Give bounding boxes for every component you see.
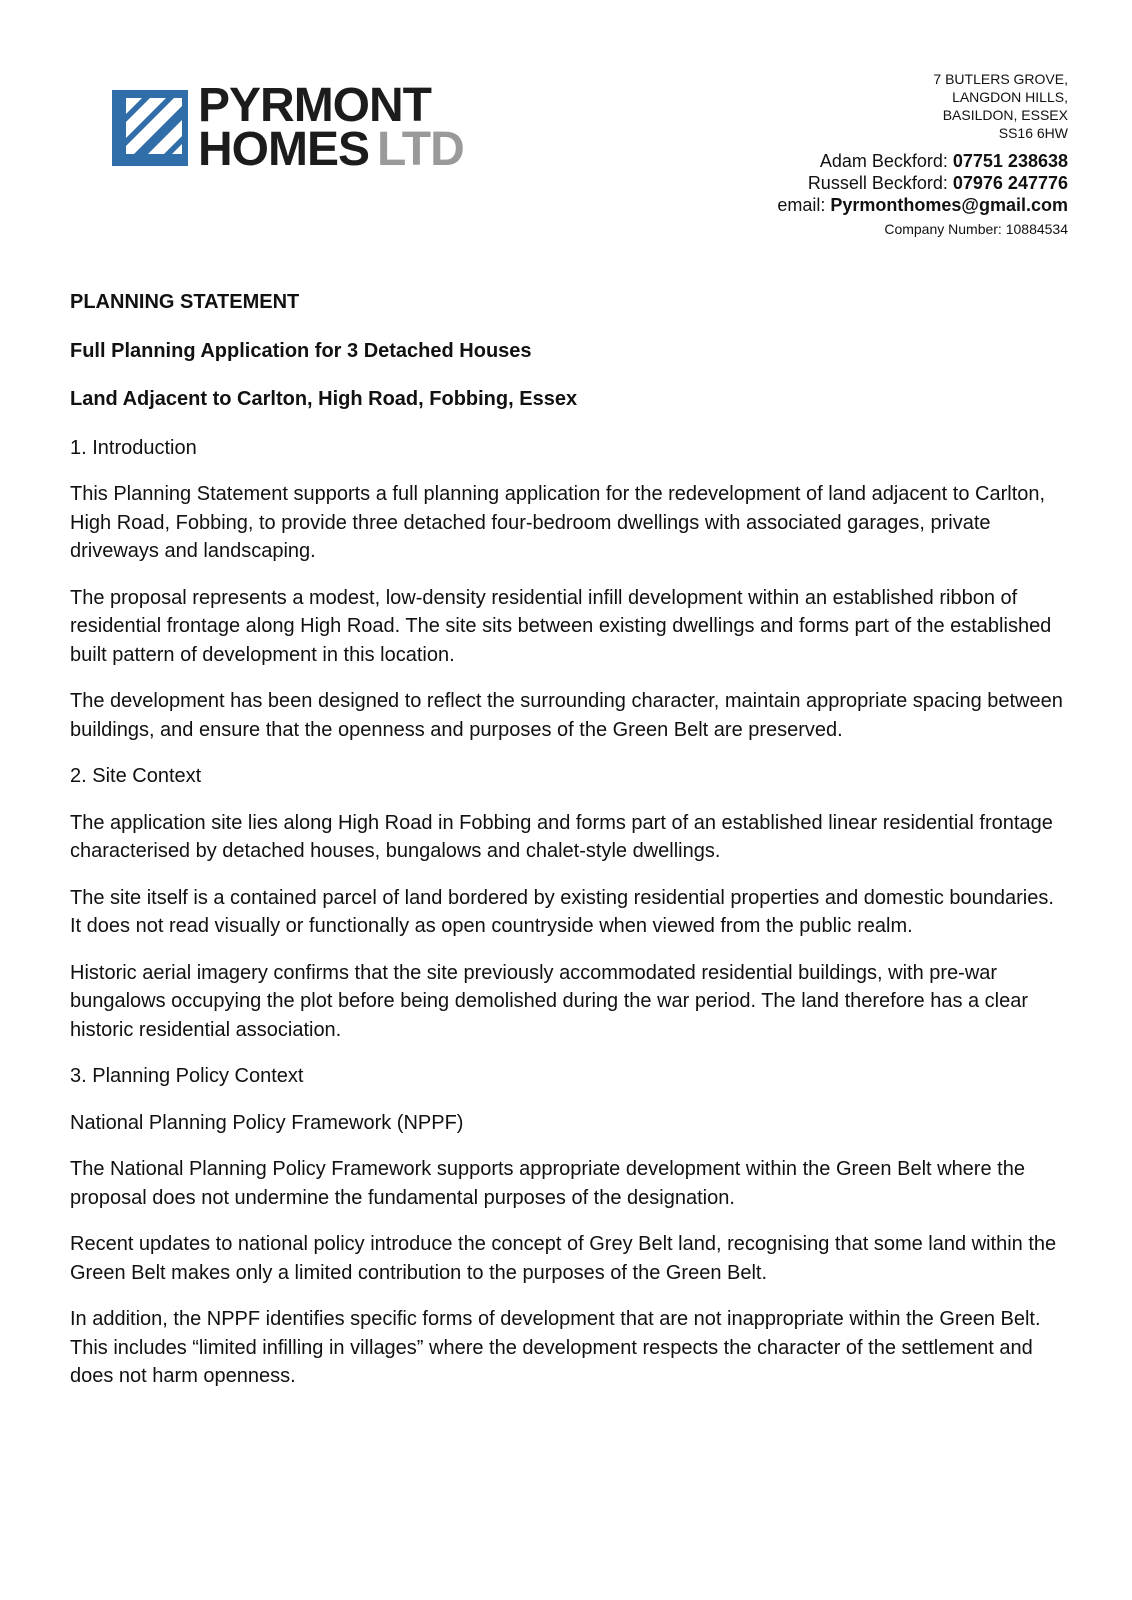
- contact-adam: [777, 150, 1068, 172]
- address-line: LANGDON HILLS,: [952, 89, 1068, 105]
- brick-wall-logo-icon: [112, 90, 188, 166]
- address-line: 7 BUTLERS GROVE,: [933, 71, 1068, 87]
- body-paragraph: The proposal represents a modest, low-density residential infill development within an established ribbon of residential frontage along High Road. The site sits between existing dwellings and forms part of the established built pattern of development in this location.: [70, 586, 1052, 666]
- document-body: [70, 288, 1070, 1409]
- address-line: SS16 6HW: [998, 125, 1068, 141]
- logo-wordmark: [198, 79, 464, 177]
- body-paragraph: In addition, the NPPF identifies specific forms of development that are not inappropriate within the Green Belt. This includes “limited infilling in villages” where the development respects the character of the settlement and does not harm openness.: [70, 1308, 1041, 1387]
- section-heading-policy-context: 3. Planning Policy Context: [70, 1065, 304, 1087]
- contact-email: [777, 194, 1068, 216]
- logo-word-ltd: LTD: [377, 123, 464, 177]
- document-title: PLANNING STATEMENT: [70, 291, 300, 313]
- logo-word-pyrmont: PYRMONT: [198, 79, 431, 132]
- contact-phone: 07751 238638: [952, 151, 1068, 171]
- company-number: Company Number: 10884534: [884, 221, 1068, 237]
- section-heading-site-context: 2. Site Context: [70, 765, 202, 787]
- subheading-nppf: National Planning Policy Framework (NPPF): [70, 1111, 464, 1134]
- email-address: Pyrmonthomes@gmail.com: [830, 195, 1068, 215]
- body-paragraph: The application site lies along High Road in Fobbing and forms part of an established linear residential frontage characterised by detached houses, bungalows and chalet-style dwellings.: [70, 811, 1053, 862]
- document-subtitle: Full Planning Application for 3 Detached Houses: [70, 339, 532, 362]
- body-paragraph: This Planning Statement supports a full planning application for the redevelopment of land adjacent to Carlton, High Road, Fobbing, to provide three detached four-bedroom dwellings with associated garages, private driveways and landscaping.: [70, 483, 1046, 562]
- company-logo: [112, 79, 464, 177]
- body-paragraph: The National Planning Policy Framework supports appropriate development within the Green Belt where the proposal does not undermine the fundamental purposes of the designation.: [70, 1158, 1025, 1209]
- contact-label: email:: [777, 195, 831, 215]
- contact-details: [777, 150, 1068, 238]
- contact-label: Russell Beckford:: [807, 173, 953, 193]
- address-line: BASILDON, ESSEX: [942, 107, 1068, 123]
- body-paragraph: Historic aerial imagery confirms that the site previously accommodated residential buildings, with pre-war bungalows occupying the plot before being demolished during the war period. The land therefore has a clear historic residential association.: [70, 961, 1029, 1041]
- contact-label: Adam Beckford:: [819, 151, 953, 171]
- body-paragraph: The site itself is a contained parcel of land bordered by existing residential properties and domestic boundaries. It does not read visually or functionally as open countryside when viewed from the public realm.: [70, 886, 1054, 937]
- section-heading-introduction: 1. Introduction: [70, 436, 197, 459]
- contact-russell: [777, 172, 1068, 194]
- logo-word-homes-text: HOMES: [198, 123, 370, 177]
- body-paragraph: The development has been designed to reflect the surrounding character, maintain appropriate spacing between buildings, and ensure that the openness and purposes of the Green Belt are preserved.: [70, 690, 1063, 741]
- body-paragraph: Recent updates to national policy introduce the concept of Grey Belt land, recognising that some land within the Green Belt makes only a limited contribution to the purposes of the Green Belt.: [70, 1233, 1057, 1284]
- site-address: Land Adjacent to Carlton, High Road, Fobbing, Essex: [70, 388, 578, 410]
- logo-word-homes: [198, 123, 464, 177]
- contact-phone: 07976 247776: [952, 173, 1068, 193]
- company-address: [933, 70, 1068, 142]
